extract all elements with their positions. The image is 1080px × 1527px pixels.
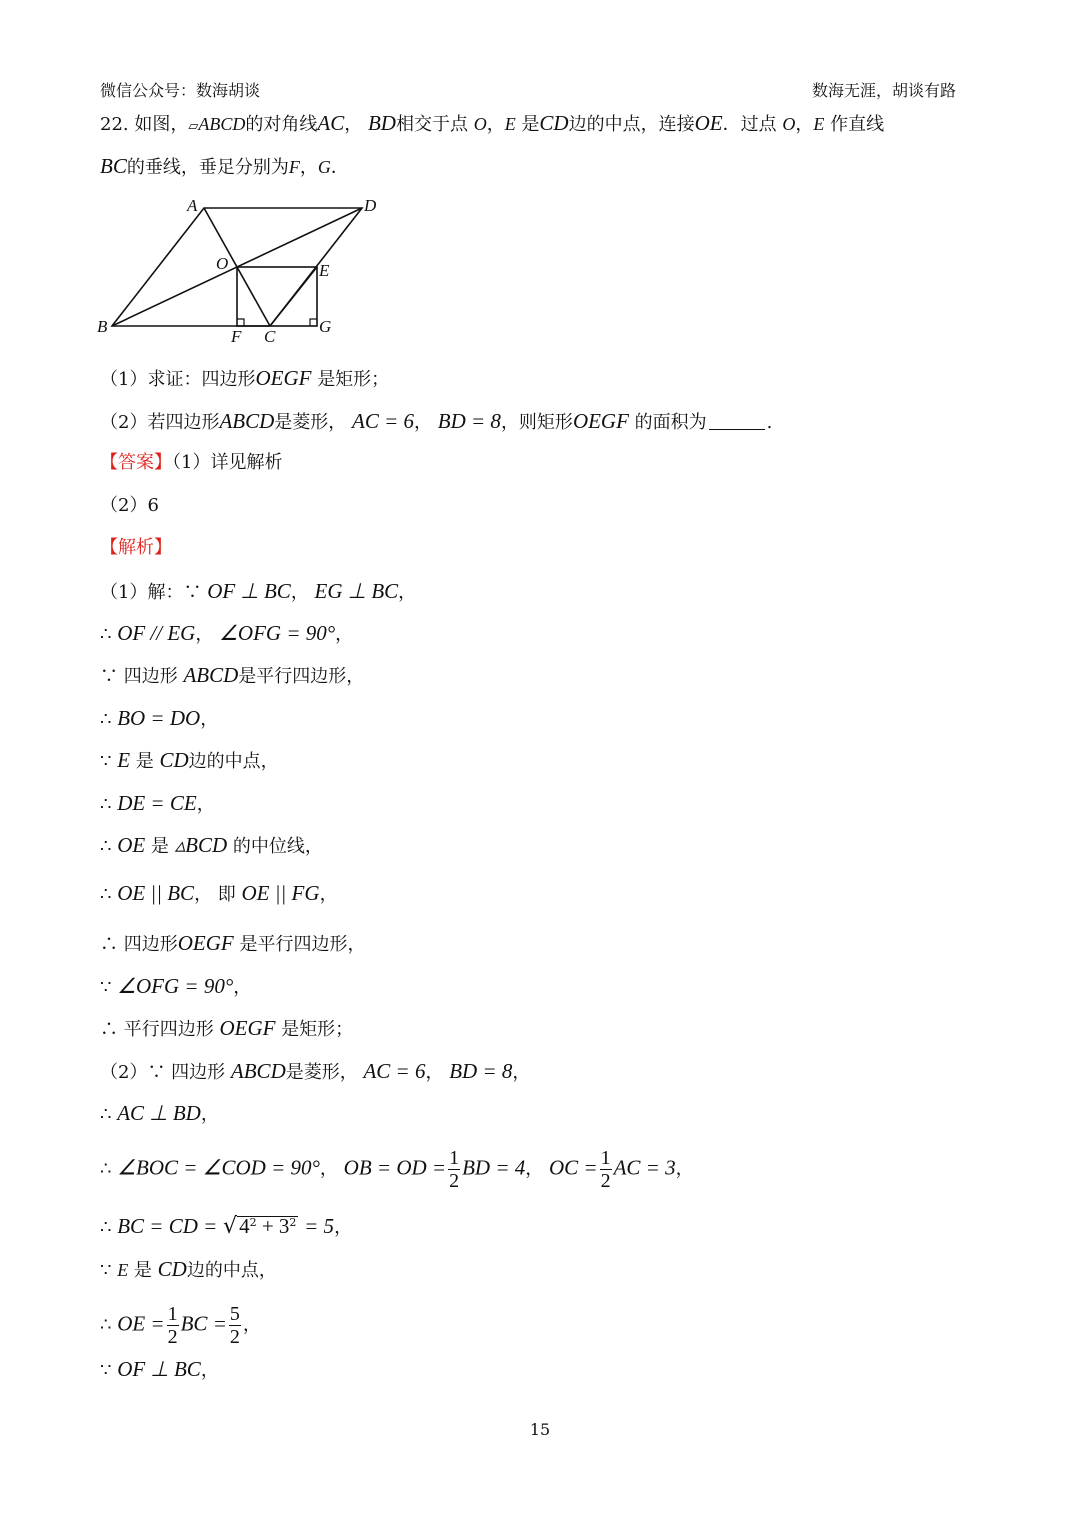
solution-line: ∴ OF // EG， ∠OFG = 90°， — [100, 621, 354, 645]
label-G: G — [319, 317, 332, 336]
solution-line-oe: ∴ OE = $\frac{1}{2}$ BC = $\frac{5}{2}$ ， — [100, 1303, 261, 1348]
sqrt-icon: √ — [223, 1214, 238, 1239]
page-number: 15 — [529, 1420, 551, 1439]
segment-ce — [270, 267, 317, 326]
solution-line: ∵ 四边形 ABCD是平行四边形， — [100, 663, 365, 687]
solution-line-e2: ∵ E 是 CD边的中点， — [100, 1257, 277, 1281]
question-1: （1）求证：四边形OEGF 是矩形； — [100, 366, 390, 390]
answer-line-1: 【答案】（1）详见解析 — [100, 452, 283, 473]
geometry-figure — [92, 192, 392, 352]
right-angle-f-mark — [237, 319, 244, 326]
label-F: F — [231, 327, 242, 346]
solution-line: （1）解：∵ OF ⊥ BC， EG ⊥ BC， — [100, 579, 417, 603]
solution-line-last: ∵ OF ⊥ BC， — [100, 1357, 219, 1381]
solution-line-boc: ∴ ∠BOC = ∠COD = 90°， OB = OD = $\frac{1}{2}$ BD = 4， OC = $\frac{1}{2}$ AC = 3， — [100, 1147, 694, 1192]
label-B: B — [97, 317, 108, 336]
solution-line: ∴ 平行四边形 OEGF 是矩形； — [100, 1016, 354, 1040]
solution-line: （2）∵ 四边形 ABCD是菱形， AC = 6， BD = 8， — [100, 1059, 531, 1083]
solution-line: ∴ BO = DO， — [100, 706, 219, 730]
label-D: D — [364, 196, 377, 215]
parallelogram-icon: ▱ — [188, 119, 199, 134]
solution-line: ∴ 四边形OEGF 是平行四边形， — [100, 931, 366, 955]
label-E: E — [319, 261, 330, 280]
solution-line: ∵ ∠OFG = 90°， — [100, 974, 252, 998]
label-O: O — [216, 254, 229, 273]
right-angle-g-mark — [310, 319, 317, 326]
answer-blank — [709, 429, 765, 430]
problem-stem-line1: 22. 如图，▱ABCD的对角线AC， BD相交于点 O，E 是CD边的中点，连接OE．过点 O，E 作直线 — [100, 111, 885, 135]
solution-line: ∴ AC ⊥ BD， — [100, 1101, 219, 1125]
header-left: 微信公众号：数海胡谈 — [100, 81, 261, 100]
label-A: A — [187, 196, 198, 215]
problem-stem-line2: BC的垂线，垂足分别为F，G． — [100, 154, 349, 178]
analysis-tag: 【解析】 — [100, 537, 172, 558]
solution-line: ∵ E 是 CD边的中点， — [100, 748, 279, 772]
solution-line: ∴ OE || BC， 即 OE || FG， — [100, 881, 338, 905]
answer-tag: 【答案】 — [100, 452, 172, 473]
question-2: （2）若四边形ABCD是菱形， AC = 6， BD = 8，则矩形OEGF 的面积为 . — [100, 409, 773, 433]
answer-line-2: （2）6 — [100, 495, 159, 516]
solution-line-bc: ∴ BC = CD = $√4^2 + 3^2 = 5$， — [100, 1214, 353, 1239]
label-C: C — [264, 327, 276, 346]
solution-line: ∴ DE = CE， — [100, 791, 215, 815]
solution-line: ∴ OE 是 ▵BCD 的中位线， — [100, 833, 323, 857]
header-right: 数海无涯，胡谈有路 — [811, 81, 956, 100]
